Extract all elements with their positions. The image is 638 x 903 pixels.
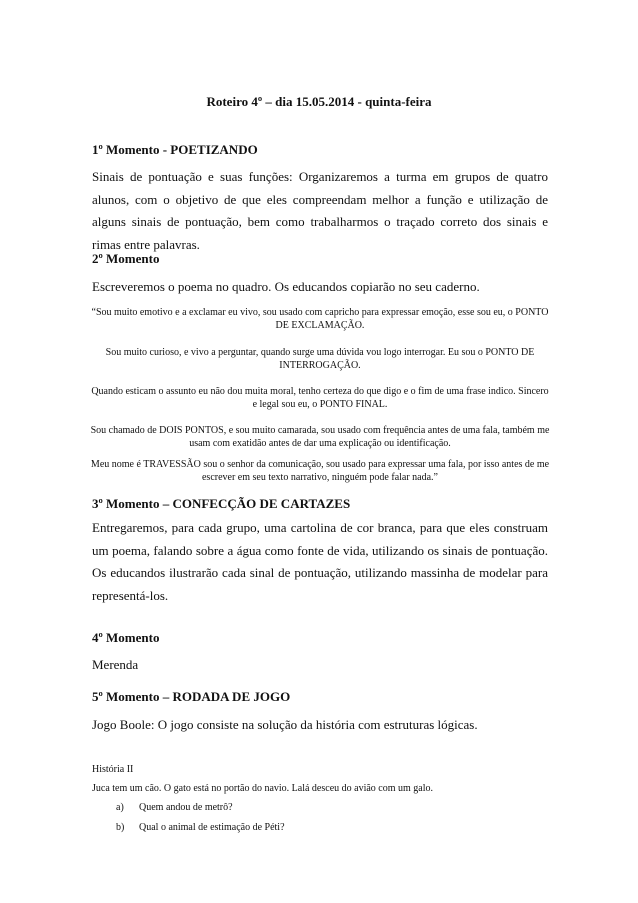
document-title: Roteiro 4º – dia 15.05.2014 - quinta-feira: [206, 94, 432, 109]
moment-1-text: Sinais de pontuação e suas funções: Organizaremos a turma em grupos de quatro alunos, com o objetivo de que eles compreendam melhor a função e utilização de alguns sinais de pontuação, bem como trabalharmos o traçado correto dos sinais e rimas entre palavras.: [92, 169, 548, 252]
question-b-marker: b): [116, 822, 125, 833]
question-a-marker: a): [116, 802, 124, 813]
story-text: Juca tem um cão. O gato está no portão do navio. Lalá desceu do avião com um galo.: [92, 783, 434, 794]
poem-stanza-2: Sou muito curioso, e vivo a perguntar, quando surge uma dúvida vou logo interrogar. Eu sou o PONTO DE INTERROGAÇÃO.: [105, 347, 535, 371]
question-a-text: Quem andou de metrô?: [139, 802, 233, 813]
moment-5-text: Jogo Boole: O jogo consiste na solução da história com estruturas lógicas.: [92, 717, 478, 732]
poem-stanza-4: Sou chamado de DOIS PONTOS, e sou muito camarada, sou usado com frequência antes de uma fala, também me usam com exatidão antes de dar uma explicação ou identificação.: [90, 425, 550, 449]
moment-2-heading: 2º Momento: [92, 251, 160, 266]
moment-4-text: Merenda: [92, 657, 139, 672]
moment-2-text: Escreveremos o poema no quadro. Os educandos copiarão no seu caderno.: [92, 279, 480, 294]
story-title: História II: [92, 764, 134, 775]
moment-3-heading: 3º Momento – CONFECÇÃO DE CARTAZES: [92, 496, 351, 511]
poem-stanza-3: Quando esticam o assunto eu não dou muita moral, tenho certeza do que digo e o fim de uma frase indico. Sincero e legal sou eu, o PONTO FINAL.: [91, 386, 549, 410]
moment-4-heading: 4º Momento: [92, 630, 160, 645]
question-b-text: Qual o animal de estimação de Péti?: [139, 822, 285, 833]
poem-stanza-1: “Sou muito emotivo e a exclamar eu vivo, sou usado com capricho para expressar emoção, esse sou eu, o PONTO DE EXCLAMAÇÃO.: [91, 307, 549, 331]
moment-1-heading: 1º Momento - POETIZANDO: [92, 142, 258, 157]
poem-stanza-5: Meu nome é TRAVESSÃO sou o senhor da comunicação, sou usado para expressar uma fala, por isso antes de me escrever em seu texto narrativo, ninguém pode falar nada.”: [90, 459, 550, 483]
moment-5-heading: 5º Momento – RODADA DE JOGO: [92, 689, 291, 704]
moment-3-text: Entregaremos, para cada grupo, uma cartolina de cor branca, para que eles construam um poema, falando sobre a água como fonte de vida, utilizando os sinais de pontuação. Os educandos ilustrarão cada sinal de pontuação, utilizando massinha de modelar para representá-los.: [92, 520, 548, 603]
